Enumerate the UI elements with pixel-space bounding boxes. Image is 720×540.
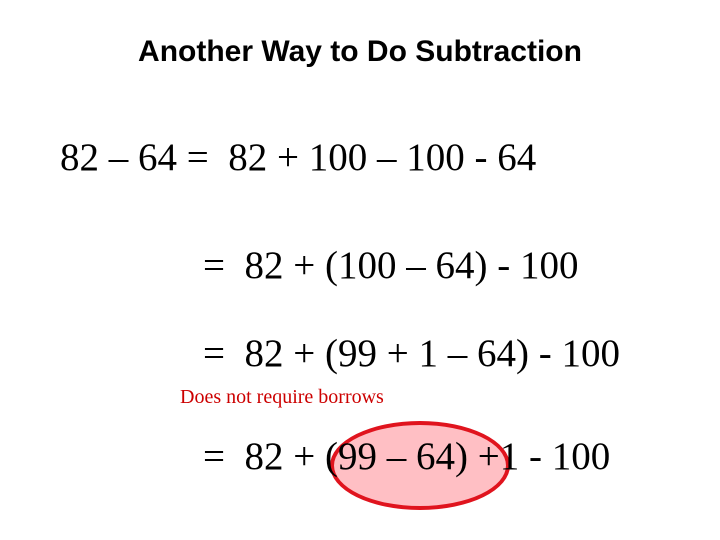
equation-line-2: = 82 + (100 – 64) - 100 (203, 244, 579, 287)
borrow-note: Does not require borrows (180, 386, 384, 408)
equation-line-3: = 82 + (99 + 1 – 64) - 100 (203, 332, 620, 375)
equation-line-1: 82 – 64 = 82 + 100 – 100 - 64 (60, 136, 537, 179)
equation-line-4: = 82 + (99 – 64) +1 - 100 (203, 435, 611, 478)
slide-title: Another Way to Do Subtraction (138, 35, 582, 68)
